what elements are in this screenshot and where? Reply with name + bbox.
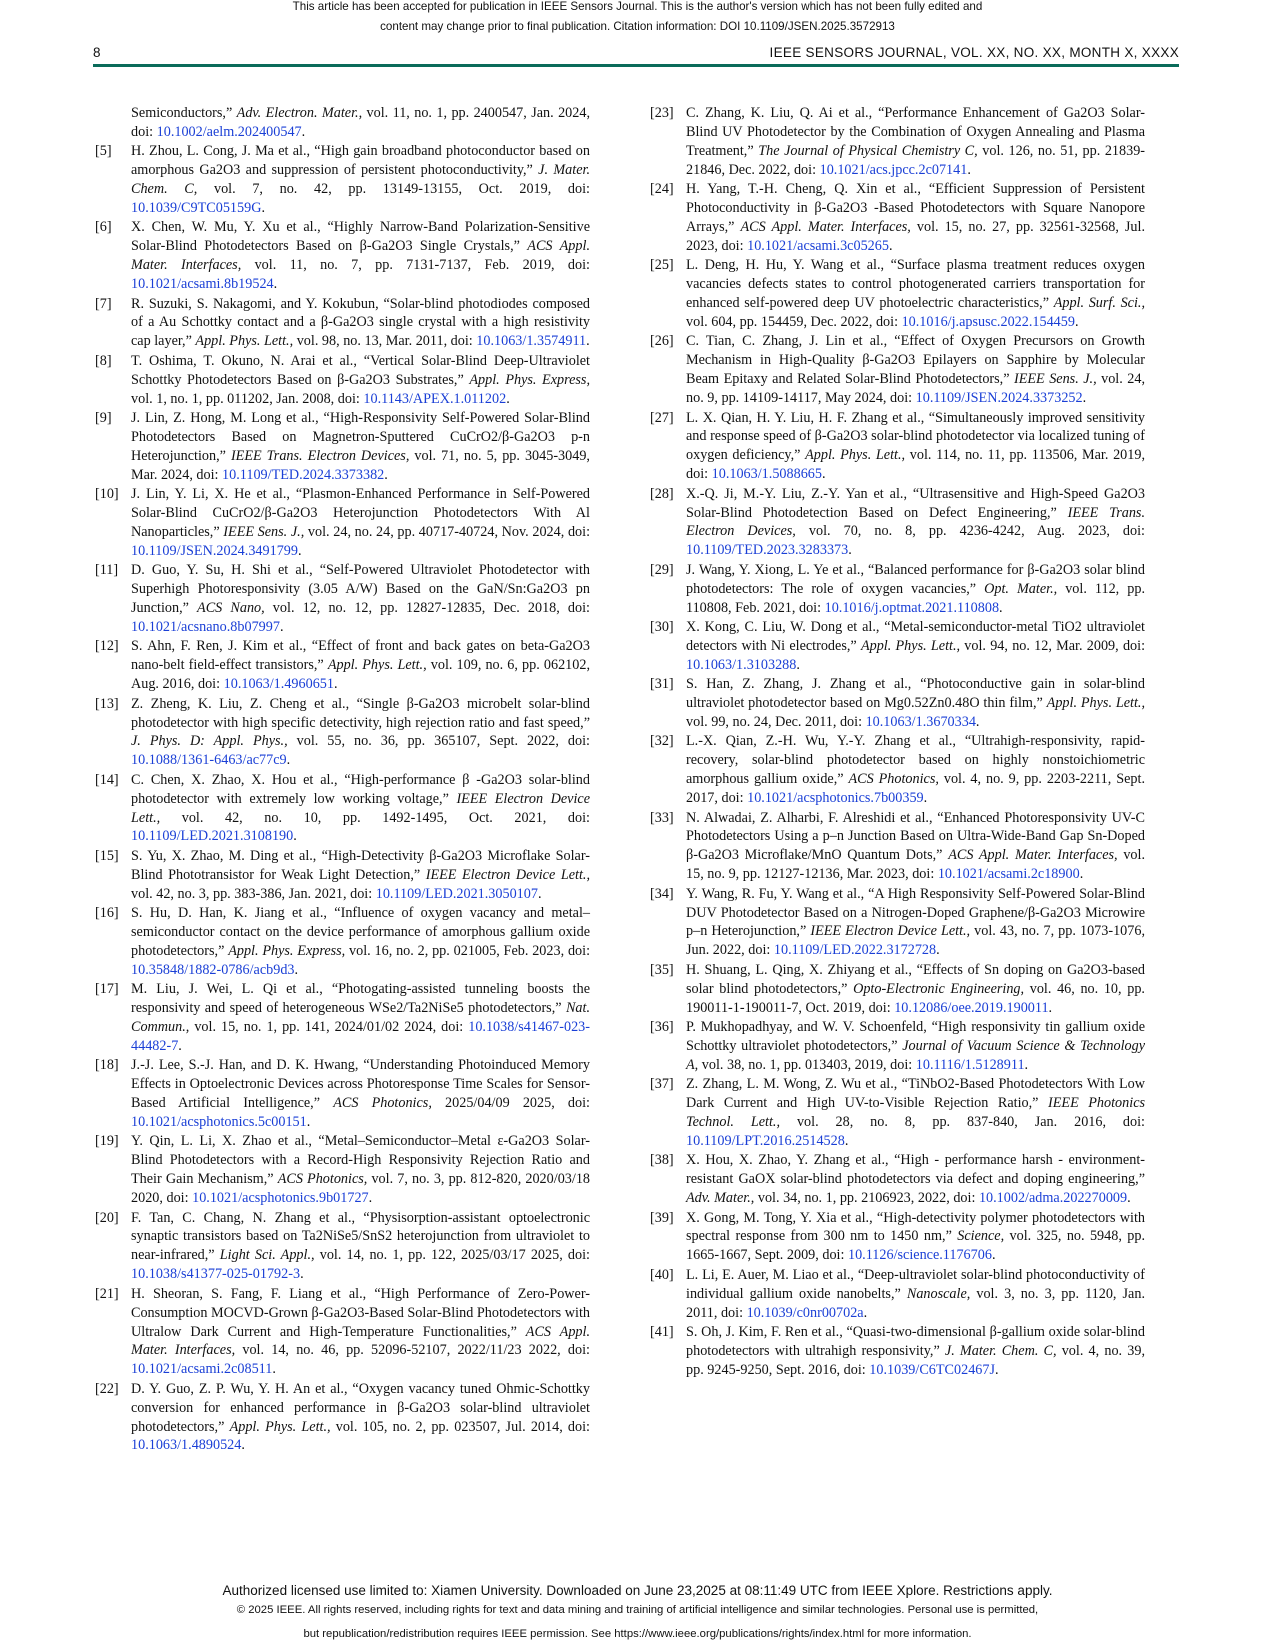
reference-journal: Opt. Mater.,: [984, 580, 1058, 597]
reference-entry: [650, 1266, 1145, 1323]
reference-entry: [650, 1075, 1145, 1151]
reference-volume-pages: vol. 42, no. 10, pp. 1492-1495, Oct. 2021, doi:: [160, 809, 590, 826]
reference-journal: Appl. Phys. Lett.,: [1046, 695, 1145, 712]
reference-journal: Appl. Surf. Sci.,: [1053, 295, 1146, 312]
reference-journal: Appl. Phys. Lett.,: [195, 333, 294, 350]
reference-authors-title: S. Han, Z. Zhang, J. Zhang et al., “Photoconductive gain in solar-blind ultraviolet photodetector based on Mg0.52Zn0.48O thin film,”: [686, 676, 1145, 712]
reference-number: [26]: [650, 333, 674, 350]
reference-journal: Appl. Phys. Lett.,: [327, 657, 427, 674]
reference-volume-pages: vol. 325, no. 5948, pp. 1665-1667, Sept. 2009, doi:: [686, 1228, 1145, 1264]
reference-number: [24]: [650, 181, 674, 198]
reference-end-punct: .: [286, 752, 291, 769]
reference-volume-pages: vol. 105, no. 2, pp. 023507, Jul. 2014, doi:: [330, 1418, 590, 1435]
reference-end-punct: .: [995, 1361, 999, 1378]
reference-authors-title: D. Y. Guo, Z. P. Wu, Y. H. An et al., “Oxygen vacancy tuned Ohmic-Schottky conversion for enhanced performance in β-Ga2O3 solar-blind ultraviolet photodetectors,”: [131, 1380, 590, 1435]
reference-number: [30]: [650, 618, 674, 635]
reference-entry: [95, 1132, 590, 1208]
reference-authors-title: Z. Zhang, L. M. Wong, Z. Wu et al., “TiNbO2-Based Photodetectors With Low Dark Current and High UV-to-Visible Rejection Ratio,”: [686, 1076, 1145, 1112]
reference-volume-pages: vol. 3, no. 3, pp. 1120, Jan. 2011, doi:: [686, 1285, 1146, 1321]
reference-journal: IEEE Electron Device Lett.,: [131, 790, 590, 826]
reference-authors-title: N. Alwadai, Z. Alharbi, F. Alreshidi et al., “Enhanced Photoresponsivity UV-C Photodetectors Using a p–n Junction Based on Ultra-Wide-Band Gap Sn-Doped β-Ga2O3 Microflake/MnO Quantum Dots,”: [686, 809, 1145, 864]
reference-journal: Science,: [957, 1228, 1005, 1245]
reference-number: [19]: [95, 1133, 119, 1150]
reference-volume-pages: vol. 4, no. 39, pp. 9245-9250, Sept. 2016, doi:: [686, 1342, 1145, 1378]
reference-authors-title: R. Suzuki, S. Nakagomi, and Y. Kokubun, “Solar-blind photodiodes composed of a Au Schottky contact and a β-Ga2O3 single crystal with a high resistivity cap layer,”: [131, 295, 590, 350]
reference-volume-pages: vol. 4, no. 9, pp. 2203-2211, Sept. 2017, doi:: [686, 771, 1146, 807]
reference-journal: Appl. Phys. Express,: [228, 942, 346, 959]
reference-authors-title: Y. Qin, L. Li, X. Zhao et al., “Metal–Semiconductor–Metal ε-Ga2O3 Solar-Blind Photodetectors with a Record-High Responsivity Rejection Ratio and Their Gain Mechanism,”: [131, 1133, 590, 1188]
reference-journal: IEEE Trans. Electron Devices,: [230, 447, 410, 464]
reference-entry: [95, 771, 590, 847]
reference-entry: [650, 1209, 1145, 1266]
reference-journal: IEEE Sens. J.,: [1014, 371, 1097, 388]
reference-entry: [95, 904, 590, 980]
reference-authors-title: S. Oh, J. Kim, F. Ren et al., “Quasi-two-dimensional β-gallium oxide solar-blind photodetectors with ultrahigh responsivity,”: [686, 1324, 1145, 1359]
reference-authors-title: P. Mukhopadhyay, and W. V. Schoenfeld, “High responsivity tin gallium oxide Schottky ultraviolet photodetectors,”: [686, 1019, 1145, 1054]
reference-end-punct: .: [384, 466, 388, 483]
doi-link[interactable]: 10.1109/TED.2024.3373382: [222, 466, 385, 483]
reference-number: [32]: [650, 733, 674, 750]
reference-entry: [95, 142, 590, 218]
reference-authors-title: C. Zhang, K. Liu, Q. Ai et al., “Performance Enhancement of Ga2O3 Solar-Blind UV Photodetector by the Combination of Oxygen Annealing and Plasma Treatment,”: [686, 105, 1145, 159]
doi-link[interactable]: 10.1021/acsami.8b19524: [131, 276, 274, 293]
references-right-column: [650, 104, 1145, 1380]
reference-entry: [95, 295, 590, 352]
reference-entry: [95, 485, 590, 561]
reference-journal: ACS Appl. Mater. Interfaces,: [740, 218, 911, 235]
reference-entry: [95, 1380, 590, 1456]
reference-end-punct: .: [1127, 1190, 1131, 1207]
reference-authors-title: Z. Zheng, K. Liu, Z. Cheng et al., “Single β-Ga2O3 microbelt solar-blind photodetector with high specific detectivity, high rejection ratio and fast speed,”: [131, 695, 590, 731]
reference-journal: Nat. Commun.,: [131, 1000, 590, 1035]
reference-number: [25]: [650, 257, 674, 274]
reference-number: [40]: [650, 1266, 674, 1283]
reference-journal: Appl. Phys. Lett.,: [860, 637, 961, 654]
doi-link[interactable]: 10.1126/science.1176706: [847, 1247, 992, 1264]
reference-end-punct: .: [537, 885, 542, 902]
reference-end-punct: .: [506, 390, 510, 407]
reference-entry: [95, 1056, 590, 1132]
reference-end-punct: .: [975, 714, 980, 730]
reference-volume-pages: 2025/04/09 2025, doi:: [431, 1095, 590, 1112]
reference-volume-pages: vol. 109, no. 6, pp. 062102, Aug. 2016, doi:: [131, 657, 590, 693]
reference-end-punct: .: [923, 790, 928, 807]
reference-journal: The Journal of Physical Chemistry C,: [758, 142, 978, 159]
reference-number: [36]: [650, 1019, 674, 1035]
reference-authors-title: X.-Q. Ji, M.-Y. Liu, Z.-Y. Yan et al., “Ultrasensitive and High-Speed Ga2O3 Solar-Blind Photodetection Based on Defect Engineering,”: [686, 485, 1145, 521]
reference-journal: ACS Nano,: [197, 600, 265, 617]
reference-journal: Adv. Mater.,: [686, 1190, 755, 1207]
reference-entry: [650, 104, 1145, 180]
reference-number: [34]: [650, 885, 674, 902]
doi-link[interactable]: 10.1063/1.3574911: [476, 333, 587, 350]
reference-entry: [650, 561, 1145, 618]
reference-entry: [95, 637, 590, 694]
reference-authors-title: Semiconductors,”: [131, 105, 237, 121]
reference-number: [38]: [650, 1152, 674, 1169]
reference-number: [37]: [650, 1076, 674, 1093]
reference-volume-pages: vol. 14, no. 46, pp. 52096-52107, 2022/11/23 2022, doi:: [235, 1342, 590, 1359]
reference-authors-title: D. Guo, Y. Su, H. Shi et al., “Self-Powered Ultraviolet Photodetector with Superhigh Photoresponsivity (3.05 A/W) Based on the GaN/Sn:Ga2O3 pn Junction,”: [131, 562, 590, 617]
doi-link[interactable]: 10.1021/acsphotonics.5c00151: [131, 1114, 307, 1131]
reference-volume-pages: vol. 46, no. 10, pp. 190011-1-190011-7, Oct. 2019, doi:: [686, 980, 1145, 1016]
reference-journal: ACS Appl. Mater. Interfaces,: [948, 847, 1118, 864]
reference-number: [31]: [650, 676, 674, 693]
doi-link[interactable]: 10.12086/oee.2019.190011: [894, 999, 1049, 1016]
reference-number: [14]: [95, 771, 119, 788]
doi-link[interactable]: 10.1109/LED.2021.3108190: [131, 828, 294, 845]
reference-authors-title: H. Zhou, L. Cong, J. Ma et al., “High gain broadband photoconductor based on amorphous Ga2O3 and suppression of persistent photoconductivity,”: [131, 143, 590, 179]
reference-authors-title: C. Tian, C. Zhang, J. Lin et al., “Effect of Oxygen Precursors on Growth Mechanism in High-Quality β-Ga2O3 Epilayers on Sapphire by Molecular Beam Epitaxy and Related Solar-Blind Photodetectors,”: [686, 333, 1145, 388]
reference-number: [10]: [95, 486, 119, 503]
reference-journal: J. Phys. D: Appl. Phys.,: [131, 733, 288, 750]
reference-number: [9]: [95, 410, 112, 426]
reference-end-punct: .: [241, 1437, 245, 1454]
reference-end-punct: .: [888, 237, 893, 254]
reference-journal: ACS Photonics,: [333, 1095, 432, 1112]
reference-volume-pages: vol. 98, no. 13, Mar. 2011, doi:: [293, 333, 477, 350]
reference-end-punct: .: [991, 1247, 996, 1264]
page-number: 8: [93, 45, 101, 60]
acceptance-notice-line-1: This article has been accepted for publication in IEEE Sensors Journal. This is the author's version which has not been fully edited and: [292, 0, 983, 13]
reference-number: [7]: [95, 295, 112, 312]
header-rule: [93, 64, 1179, 67]
reference-volume-pages: vol. 15, no. 1, pp. 141, 2024/01/02 2024, doi:: [189, 1019, 469, 1035]
reference-number: [5]: [95, 143, 112, 160]
reference-end-punct: .: [261, 200, 265, 217]
doi-link[interactable]: 10.1143/APEX.1.011202: [363, 390, 507, 407]
reference-number: [6]: [95, 219, 112, 236]
reference-end-punct: .: [821, 466, 826, 483]
reference-end-punct: .: [333, 676, 338, 693]
reference-end-punct: .: [301, 123, 306, 140]
reference-authors-title: H. Shuang, L. Qing, X. Zhiyang et al., “Effects of Sn doping on Ga2O3-based solar blind photodetectors,”: [686, 961, 1145, 997]
reference-end-punct: .: [1048, 999, 1053, 1016]
reference-end-punct: .: [1074, 313, 1079, 330]
reference-end-punct: .: [586, 333, 590, 350]
reference-journal: ACS Appl. Mater. Interfaces,: [131, 238, 590, 274]
reference-entry: [650, 732, 1145, 808]
reference-entry: [650, 485, 1145, 561]
reference-volume-pages: vol. 55, no. 36, pp. 365107, Sept. 2022, doi:: [287, 733, 590, 750]
doi-link[interactable]: 10.35848/1882-0786/acb9d3: [131, 961, 295, 978]
reference-entry: [650, 885, 1145, 961]
reference-entry: [650, 1323, 1145, 1380]
reference-authors-title: S. Hu, D. Han, K. Jiang et al., “Influence of oxygen vacancy and metal–semiconductor contact on the device performance of amorphous gallium oxide photodetectors,”: [131, 905, 590, 959]
doi-link[interactable]: 10.1021/acsami.2c08511: [131, 1361, 273, 1378]
reference-entry: [95, 695, 590, 771]
reference-volume-pages: vol. 11, no. 1, pp. 2400547, Jan. 2024, doi:: [131, 105, 590, 140]
reference-entry: [650, 256, 1145, 332]
reference-volume-pages: vol. 15, no. 27, pp. 32561-32568, Jul. 2023, doi:: [686, 218, 1146, 254]
reference-entry: [650, 1018, 1145, 1075]
reference-journal: IEEE Electron Device Lett.,: [425, 866, 590, 883]
reference-entry: [95, 980, 590, 1056]
doi-link[interactable]: 10.1109/LED.2022.3172728: [773, 942, 937, 959]
reference-entry: [95, 847, 590, 904]
reference-authors-title: F. Tan, C. Chang, N. Zhang et al., “Physisorption-assistant optoelectronic synaptic transistors based on Ta2NiSe5/SnS2 heterojunction from ultraviolet to near-infrared,”: [131, 1209, 590, 1264]
reference-end-punct: .: [1079, 866, 1084, 883]
reference-entry: [650, 618, 1145, 675]
reference-volume-pages: vol. 12, no. 12, pp. 12827-12835, Dec. 2018, doi:: [264, 600, 591, 617]
reference-authors-title: X. Gong, M. Tong, Y. Xia et al., “High-detectivity polymer photodetectors with spectral response from 300 nm to 1450 nm,”: [686, 1209, 1145, 1245]
reference-authors-title: J. Lin, Y. Li, X. He et al., “Plasmon-Enhanced Performance in Self-Powered Solar-Blind CuCrO2/β-Ga2O3 Heterojunction Photodetectors With Al Nanoparticles,”: [131, 486, 590, 540]
reference-journal: ACS Photonics,: [848, 771, 939, 788]
reference-number: [8]: [95, 352, 112, 369]
acceptance-notice-line-2: content may change prior to final publication. Citation information: DOI 10.1109/JSEN.2025.3572913: [380, 20, 895, 33]
reference-journal: IEEE Sens. J.,: [223, 523, 305, 540]
reference-journal: ACS Photonics,: [277, 1171, 368, 1188]
reference-journal: ACS Appl. Mater. Interfaces,: [131, 1323, 590, 1359]
reference-journal: Light Sci. Appl.,: [219, 1247, 315, 1264]
doi-link[interactable]: 10.1109/LPT.2016.2514528: [686, 1132, 845, 1149]
reference-number: [20]: [95, 1209, 119, 1226]
reference-end-punct: .: [368, 1190, 373, 1207]
doi-link[interactable]: 10.1063/1.4960651: [223, 676, 334, 693]
reference-number: [21]: [95, 1285, 119, 1302]
reference-entry: [95, 218, 590, 294]
reference-entry: [650, 961, 1145, 1018]
reference-end-punct: .: [999, 599, 1003, 616]
doi-link[interactable]: 10.1021/acsami.3c05265: [747, 237, 889, 254]
reference-volume-pages: vol. 34, no. 1, pp. 2106923, 2022, doi:: [754, 1190, 979, 1207]
reference-authors-title: H. Sheoran, S. Fang, F. Liang et al., “High Performance of Zero-Power-Consumption MOCVD-Grown β-Ga2O3-Based Solar-Blind Photodetectors with Ultralow Dark Current and High-Temperature Functionalities,”: [131, 1285, 590, 1340]
doi-link[interactable]: 10.1039/c0nr00702a: [746, 1304, 864, 1321]
reference-number: [13]: [95, 695, 119, 712]
reference-end-punct: .: [294, 961, 299, 978]
reference-number: [29]: [650, 561, 674, 578]
reference-number: [17]: [95, 981, 119, 998]
reference-authors-title: S. Yu, X. Zhao, M. Ding et al., “High-Detectivity β-Ga2O3 Microflake Solar-Blind Phototransistor for Weak Light Detection,”: [131, 847, 590, 883]
reference-volume-pages: vol. 38, no. 1, pp. 013403, 2019, doi:: [698, 1056, 916, 1073]
reference-number: [11]: [95, 562, 119, 579]
reference-authors-title: J.-J. Lee, S.-J. Han, and D. K. Hwang, “Understanding Photoinduced Memory Effects in Optoelectronic Devices across Photoresponse Time Scales for Sensor-Based Artificial Intelligence,”: [131, 1057, 590, 1112]
reference-authors-title: J. Lin, Z. Hong, M. Long et al., “High-Responsivity Self-Powered Solar-Blind Photodetectors Based on Magnetron-Sputtered CuCrO2/β-Ga2O3 p-n Heterojunction,”: [131, 410, 590, 464]
reference-authors-title: S. Ahn, F. Ren, J. Kim et al., “Effect of front and back gates on beta-Ga2O3 nano-belt field-effect transistors,”: [131, 638, 590, 674]
footer-copyright-line-1: © 2025 IEEE. All rights reserved, including rights for text and data mining and training of artificial intelligence and similar technologies. Personal use is permitted,: [236, 1604, 1039, 1616]
reference-journal: J. Mater. Chem. C,: [131, 162, 590, 198]
doi-link[interactable]: 10.1021/acsphotonics.7b00359: [747, 790, 924, 807]
reference-volume-pages: vol. 112, pp. 110808, Feb. 2021, doi:: [686, 580, 1145, 616]
doi-link[interactable]: 10.1021/acs.jpcc.2c07141: [819, 161, 968, 178]
reference-entry: [95, 352, 590, 409]
reference-journal: IEEE Electron Device Lett.,: [810, 923, 971, 940]
doi-link[interactable]: 10.1016/j.optmat.2021.110808: [824, 599, 1000, 616]
reference-end-punct: .: [273, 276, 278, 293]
reference-number: [22]: [95, 1380, 119, 1397]
reference-authors-title: L. Li, E. Auer, M. Liao et al., “Deep-ultraviolet solar-blind photoconductivity of individual gallium oxide nanobelts,”: [686, 1266, 1145, 1302]
reference-end-punct: .: [936, 942, 940, 959]
reference-end-punct: .: [863, 1304, 868, 1321]
reference-authors-title: C. Chen, X. Zhao, X. Hou et al., “High-performance β -Ga2O3 solar-blind photodetector with extremely low working voltage,”: [131, 771, 590, 807]
reference-end-punct: .: [178, 1037, 182, 1054]
reference-volume-pages: vol. 43, no. 7, pp. 1073-1076, Jun. 2022, doi:: [686, 923, 1145, 959]
doi-link[interactable]: 10.1016/j.apsusc.2022.154459: [901, 313, 1075, 330]
doi-link[interactable]: 10.1002/adma.202270009: [978, 1190, 1128, 1207]
reference-number: [39]: [650, 1209, 674, 1226]
reference-number: [27]: [650, 409, 674, 426]
reference-authors-title: Y. Wang, R. Fu, Y. Wang et al., “A High Responsivity Self-Powered Solar-Blind DUV Photodetector Based on a Nitrogen-Doped Graphene/β-Ga2O3 Microwire p–n Heterojunction,”: [686, 885, 1145, 940]
reference-entry: [650, 180, 1145, 256]
reference-authors-title: M. Liu, J. Wei, L. Qi et al., “Photogating-assisted tunneling boosts the responsivity and speed of heterogeneous WSe2/Ta2NiSe5 photodetectors,”: [131, 981, 590, 1017]
reference-entry: [95, 1285, 590, 1380]
reference-end-punct: .: [297, 542, 302, 559]
reference-end-punct: .: [796, 656, 800, 673]
reference-volume-pages: vol. 94, no. 12, Mar. 2009, doi:: [960, 637, 1146, 654]
reference-volume-pages: vol. 14, no. 1, pp. 122, 2025/03/17 2025, doi:: [314, 1247, 590, 1264]
reference-authors-title: L. X. Qian, H. Y. Liu, H. F. Zhang et al., “Simultaneously improved sensitivity and response speed of β-Ga2O3 solar-blind photodetector via localized tuning of oxygen deficiency,”: [686, 409, 1145, 464]
doi-link[interactable]: 10.1021/acsnano.8b07997: [131, 618, 280, 635]
reference-entry: [650, 409, 1145, 485]
reference-journal: Journal of Vacuum Science & Technology A,: [686, 1037, 1145, 1073]
reference-volume-pages: vol. 28, no. 8, pp. 837-840, Jan. 2016, doi:: [780, 1114, 1145, 1131]
reference-end-punct: .: [293, 828, 297, 845]
reference-journal: J. Mater. Chem. C,: [944, 1342, 1057, 1359]
doi-link[interactable]: 10.1063/1.3103288: [686, 656, 797, 673]
doi-link[interactable]: 10.1002/aelm.202400547: [156, 123, 302, 140]
reference-volume-pages: vol. 71, no. 5, pp. 3045-3049, Mar. 2024, doi:: [131, 447, 590, 483]
doi-link[interactable]: 10.1116/1.5128911: [915, 1056, 1025, 1073]
reference-entry: [650, 1151, 1145, 1208]
doi-link[interactable]: 10.1038/s41377-025-01792-3: [131, 1266, 301, 1283]
reference-authors-title: T. Oshima, T. Okuno, N. Arai et al., “Vertical Solar-Blind Deep-Ultraviolet Schottky Photodetectors Based on β-Ga2O3 Substrates,”: [131, 352, 590, 388]
doi-link[interactable]: 10.1063/1.5088665: [711, 466, 822, 483]
doi-link[interactable]: 10.1038/s41467-023-44482-7: [131, 1019, 590, 1054]
reference-volume-pages: vol. 7, no. 42, pp. 13149-13155, Oct. 2019, doi:: [197, 181, 591, 198]
doi-link[interactable]: 10.1088/1361-6463/ac77c9: [131, 752, 287, 769]
reference-authors-title: H. Yang, T.-H. Cheng, Q. Xin et al., “Efficient Suppression of Persistent Photoconductivity in β-Ga2O3 -Based Photodetectors with Square Nanopore Arrays,”: [686, 181, 1145, 235]
reference-authors-title: X. Hou, X. Zhao, Y. Zhang et al., “High - performance harsh - environment-resistant GaOX solar-blind photodetectors via defect and doping engineering,”: [686, 1152, 1145, 1188]
doi-link[interactable]: 10.1039/C9TC05159G: [131, 200, 262, 217]
doi-link[interactable]: 10.1109/JSEN.2024.3373252: [915, 390, 1083, 407]
reference-end-punct: .: [279, 618, 284, 635]
reference-volume-pages: vol. 11, no. 7, pp. 7131-7137, Feb. 2019, doi:: [241, 257, 590, 274]
reference-volume-pages: vol. 24, no. 9, pp. 14109-14117, May 2024, doi:: [686, 371, 1145, 407]
reference-authors-title: X. Kong, C. Liu, W. Dong et al., “Metal-semiconductor-metal TiO2 ultraviolet detectors with Ni electrodes,”: [686, 618, 1145, 654]
reference-volume-pages: vol. 7, no. 3, pp. 812-820, 2020/03/18 2020, doi:: [131, 1171, 591, 1207]
reference-entry: [95, 409, 590, 485]
reference-end-punct: .: [272, 1361, 276, 1378]
reference-number: [15]: [95, 847, 119, 864]
reference-volume-pages: vol. 114, no. 11, pp. 113506, Mar. 2019, doi:: [686, 447, 1146, 483]
reference-number: [12]: [95, 638, 119, 655]
reference-journal: Appl. Phys. Express,: [469, 371, 590, 388]
reference-journal: IEEE Photonics Technol. Lett.,: [686, 1095, 1146, 1131]
reference-end-punct: .: [848, 542, 852, 559]
reference-entry: [650, 809, 1145, 885]
reference-journal: Appl. Phys. Lett.,: [229, 1418, 331, 1435]
reference-end-punct: .: [1024, 1056, 1029, 1073]
reference-authors-title: L.-X. Qian, Z.-H. Wu, Y.-Y. Zhang et al., “Ultrahigh-responsivity, rapid-recovery, solar-blind photodetector based on highly nonstoichiometric amorphous gallium oxide,”: [686, 733, 1145, 788]
reference-authors-title: J. Wang, Y. Xiong, L. Ye et al., “Balanced performance for β-Ga2O3 solar blind photodetectors: The role of oxygen vacancies,”: [686, 561, 1145, 597]
reference-volume-pages: vol. 16, no. 2, pp. 021005, Feb. 2023, doi:: [345, 942, 591, 959]
doi-link[interactable]: 10.1063/1.3670334: [865, 714, 976, 730]
journal-running-header: IEEE SENSORS JOURNAL, VOL. XX, NO. XX, MONTH X, XXXX: [769, 45, 1179, 60]
reference-volume-pages: vol. 42, no. 3, pp. 383-386, Jan. 2021, doi:: [131, 885, 376, 902]
reference-authors-title: X. Chen, W. Mu, Y. Xu et al., “Highly Narrow-Band Polarization-Sensitive Solar-Blind Photodetectors Based on β-Ga2O3 Single Crystals,”: [131, 219, 590, 255]
reference-authors-title: L. Deng, H. Hu, Y. Wang et al., “Surface plasma treatment reduces oxygen vacancies defects states to control photogenerated carriers transportation for enhanced self-powered deep UV photoelectric characteristics,”: [686, 257, 1145, 312]
reference-journal: Appl. Phys. Lett.,: [805, 447, 906, 464]
doi-link[interactable]: 10.1039/C6TC02467J: [869, 1361, 995, 1378]
reference-end-punct: .: [967, 161, 971, 178]
references-left-column: [95, 104, 590, 1456]
reference-volume-pages: vol. 1, no. 1, pp. 011202, Jan. 2008, doi:: [131, 390, 364, 407]
reference-end-punct: .: [306, 1114, 311, 1131]
footer-copyright-line-2: but republication/redistribution requires IEEE permission. See https://www.ieee.org/publications/rights/index.html for more information.: [303, 1628, 972, 1640]
reference-number: [33]: [650, 809, 674, 826]
reference-volume-pages: vol. 15, no. 9, pp. 12127-12136, Mar. 2023, doi:: [686, 847, 1145, 883]
footer-license-notice: Authorized licensed use limited to: Xiamen University. Downloaded on June 23,2025 at 08:11:49 UTC from IEEE Xplore. Restrictions apply.: [222, 1583, 1053, 1598]
doi-link[interactable]: 10.1109/JSEN.2024.3491799: [131, 542, 298, 559]
reference-entry: [95, 104, 590, 142]
reference-number: [35]: [650, 961, 674, 978]
reference-volume-pages: vol. 99, no. 24, Dec. 2011, doi:: [686, 714, 866, 730]
reference-journal: Adv. Electron. Mater.,: [236, 105, 363, 121]
reference-end-punct: .: [1082, 390, 1087, 407]
doi-link[interactable]: 10.1109/TED.2023.3283373: [686, 542, 849, 559]
reference-volume-pages: vol. 604, pp. 154459, Dec. 2022, doi:: [686, 313, 902, 330]
reference-number: [28]: [650, 485, 674, 502]
reference-entry: [650, 675, 1145, 732]
reference-volume-pages: vol. 24, no. 24, pp. 40717-40724, Nov. 2024, doi:: [304, 523, 591, 540]
reference-volume-pages: vol. 70, no. 8, pp. 4236-4242, Aug. 2023, doi:: [795, 523, 1145, 540]
reference-entry: [650, 332, 1145, 408]
doi-link[interactable]: 10.1021/acsphotonics.9b01727: [192, 1190, 369, 1207]
reference-end-punct: .: [844, 1132, 849, 1149]
reference-number: [23]: [650, 105, 674, 121]
reference-journal: Nanoscale,: [906, 1285, 971, 1302]
doi-link[interactable]: 10.1109/LED.2021.3050107: [375, 885, 538, 902]
reference-entry: [95, 561, 590, 637]
reference-end-punct: .: [300, 1266, 304, 1283]
reference-number: [18]: [95, 1057, 119, 1074]
reference-journal: Opto-Electronic Engineering,: [853, 980, 1025, 997]
doi-link[interactable]: 10.1063/1.4890524: [131, 1437, 242, 1454]
reference-entry: [95, 1209, 590, 1285]
reference-number: [16]: [95, 905, 119, 922]
reference-number: [41]: [650, 1324, 674, 1340]
doi-link[interactable]: 10.1021/acsami.2c18900: [937, 866, 1080, 883]
reference-journal: IEEE Trans. Electron Devices,: [686, 504, 1145, 540]
reference-volume-pages: vol. 126, no. 51, pp. 21839-21846, Dec. 2022, doi:: [686, 142, 1146, 178]
